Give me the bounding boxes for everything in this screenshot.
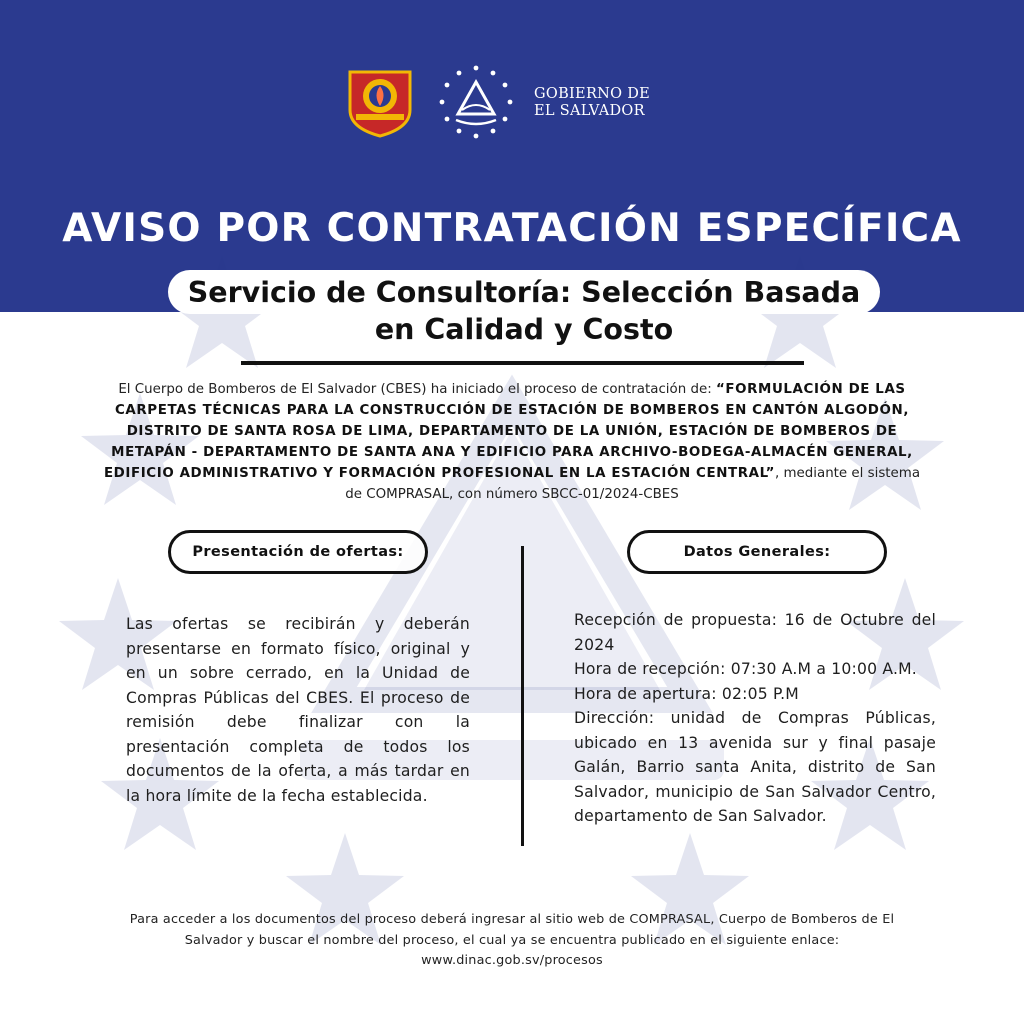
reception-date: Recepción de propuesta: 16 de Octubre del 2024: [574, 611, 936, 654]
government-name-line2: EL SALVADOR: [534, 103, 645, 119]
intro-paragraph: [98, 379, 926, 505]
footer-note: Para acceder a los documentos del proceso deberá ingresar al sitio web de COMPRASAL, Cuerpo de Bomberos de El Salvador y buscar el nombre del proceso, el cual ya se encuentra publicado en el siguiente enlace: www.dinac.gob.sv/procesos: [129, 912, 895, 968]
subtitle-underline: [241, 361, 804, 365]
address: Dirección: unidad de Compras Públicas, ubicado en 13 avenida sur y final pasaje Galán, Barrio santa Anita, distrito de San Salvador, municipio de San Salvador Centro, departamento de San Salvador.: [574, 709, 936, 825]
project-name: “FORMULACIÓN DE LAS CARPETAS TÉCNICAS PARA LA CONSTRUCCIÓN DE ESTACIÓN DE BOMBEROS EN CANTÓN ALGODÓN, DISTRITO DE SANTA ROSA DE LIMA, DEPARTAMENTO DE LA UNIÓN, ESTACIÓN DE BOMBEROS DE METAPÁN - DEPARTAMENTO DE SANTA ANA Y EDIFICIO PARA ARCHIVO-BODEGA-ALMACÉN GENERAL, EDIFICIO ADMINISTRATIVO Y FORMACIÓN PROFESIONAL EN LA ESTACIÓN CENTRAL”: [103, 382, 913, 481]
general-data-list: [574, 608, 936, 829]
intro-lead: El Cuerpo de Bomberos de El Salvador (CBES) ha iniciado el proceso de contratación de:: [118, 382, 716, 397]
column-divider: [521, 546, 524, 846]
subtitle: Servicio de Consultoría: Selección Basada en Calidad y Costo: [187, 276, 861, 346]
government-name: [534, 86, 650, 120]
bomberos-shield-icon: [342, 66, 418, 138]
el-salvador-emblem-icon: [436, 62, 516, 142]
notice-title: AVISO POR CONTRATACIÓN ESPECÍFICA: [62, 206, 962, 251]
reception-hours: Hora de recepción: 07:30 A.M a 10:00 A.M.: [574, 660, 917, 678]
offers-body: Las ofertas se recibirán y deberán presentarse en formato físico, original y en un sobre cerrado, en la Unidad de Compras Públicas del CBES. El proceso de remisión debe finalizar con la presentación completa de todos los documentos de la oferta, a más tardar en la hora límite de la fecha establecida.: [126, 615, 470, 805]
government-name-line1: GOBIERNO DE: [534, 86, 651, 102]
offers-heading: Presentación de ofertas:: [168, 530, 428, 574]
opening-time: Hora de apertura: 02:05 P.M: [574, 684, 799, 703]
logo-row: [0, 62, 1024, 142]
intro-tail: , mediante el sistema de COMPRASAL, con número SBCC-01/2024-CBES: [345, 466, 921, 502]
general-data-heading: Datos Generales:: [627, 530, 887, 574]
